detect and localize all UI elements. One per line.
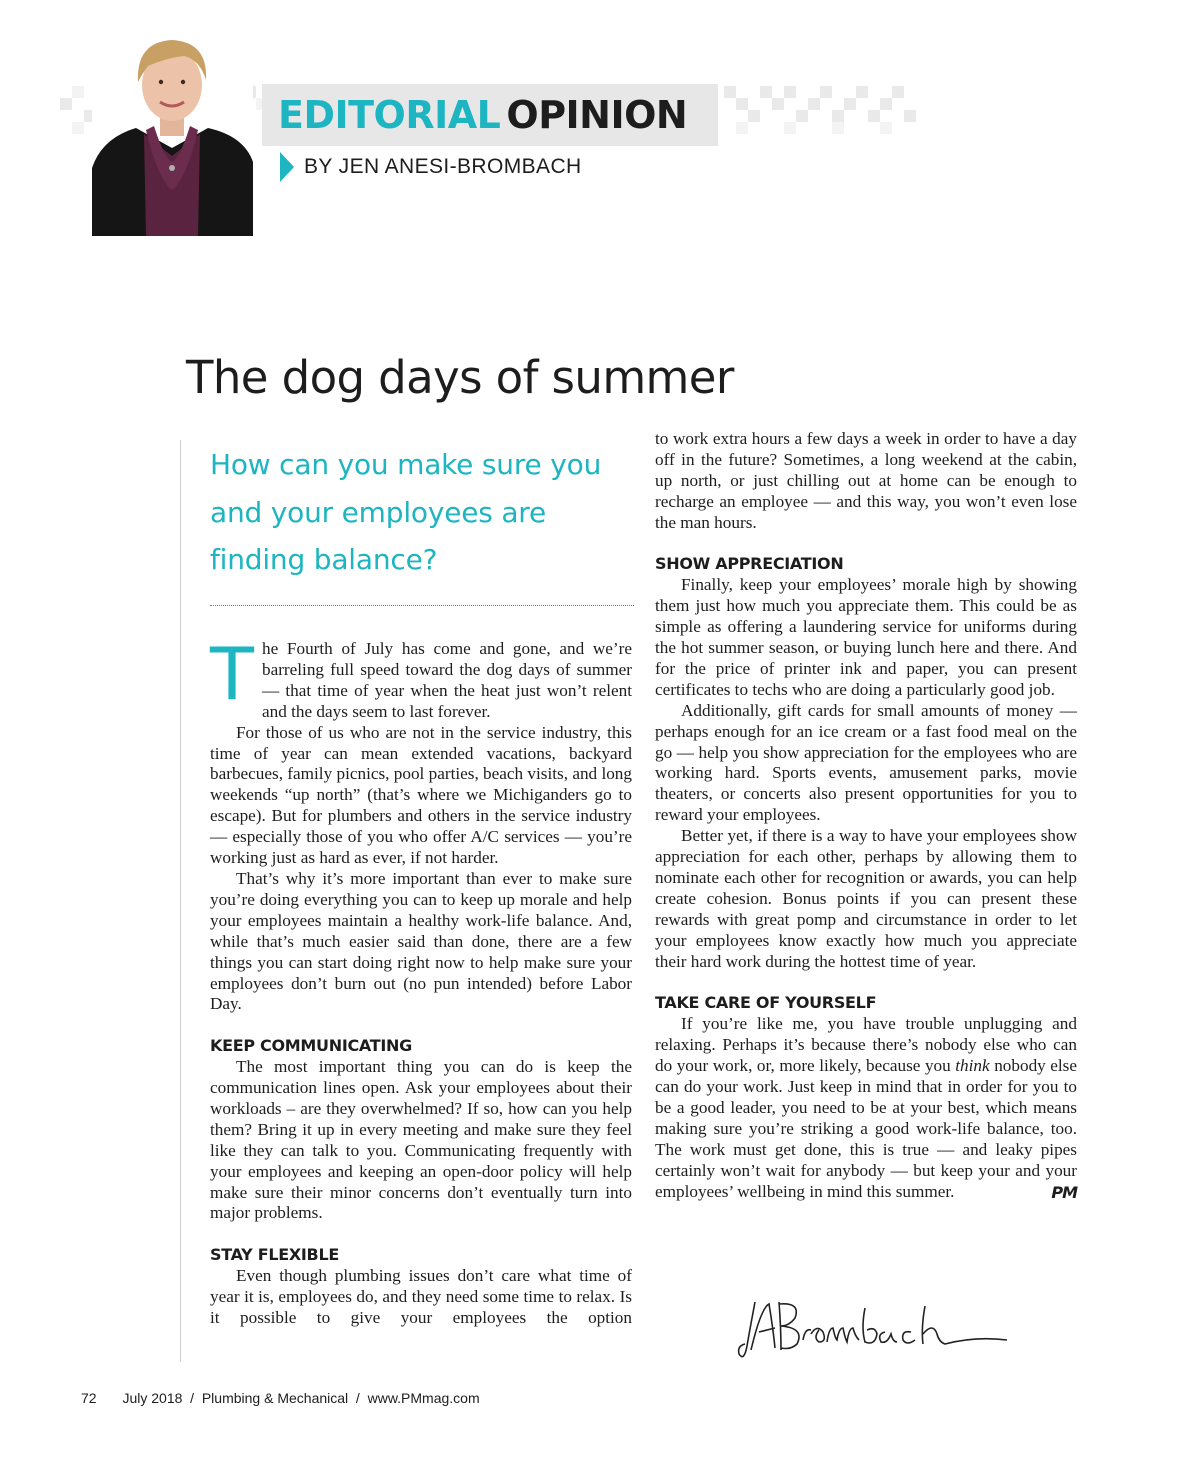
body-paragraph: Additionally, gift cards for small amounts of money — perhaps enough for an ice cream or a fast food meal on the go — help you show appreciation for the employees who are working hard. Sports events, amusement parks, movie theaters, or concerts also present opportunities for you to reward your employees.	[655, 700, 1077, 825]
byline-arrow-icon	[280, 152, 294, 182]
author-signature	[735, 1288, 1020, 1368]
subhead-keep-communicating: KEEP COMMUNICATING	[210, 1036, 412, 1056]
body-paragraph: Finally, keep your employees’ morale high by showing them just how much you appreciate them. This could be as simple as offering a laundering service for uniforms during the hot summer season, or buying lunch here and there. And for the price of printer ink and paper, you can present certificates to techs who are doing a particularly good job.	[655, 575, 1077, 699]
page-number: 72	[81, 1390, 97, 1406]
section-title-word-opinion: OPINION	[506, 93, 688, 137]
subhead-stay-flexible: STAY FLEXIBLE	[210, 1245, 339, 1265]
drop-cap: T	[210, 632, 254, 716]
article-headline: The dog days of summer	[186, 351, 734, 404]
footer	[81, 1390, 480, 1406]
final-text-b: nobody else can do your work. Just keep in mind that in order for you to be a good leader, you need to be at your best, which means making sure you’re striking a good work-life balance, too. The work must get done, this is true — and leaky pipes certainly won’t wait for anybody — but keep your and your employees’ wellbeing in mind this summer.	[655, 1056, 1077, 1201]
subhead-take-care-of-yourself: TAKE CARE OF YOURSELF	[655, 993, 877, 1013]
body-paragraph: The most important thing you can do is keep the communication lines open. Ask your employees about their workloads – are they overwhelmed? If so, how can you help them? Bring it up in every meeting and make sure they feel like they can talk to you. Communicating frequently with your employees and keeping an open-door policy will help make sure their minor concerns don’t eventually turn into major problems.	[210, 1057, 632, 1223]
body-paragraph-continued: to work extra hours a few days a week in order to have a day off in the future? Sometimes, a long weekend at the cabin, up north, or just chilling out at home can be enough to recharge an employee — and this way, you won’t even lose the man hours.	[655, 429, 1077, 532]
footer-publication: July 2018 / Plumbing & Mechanical / www.PMmag.com	[122, 1390, 480, 1406]
body-paragraph: Better yet, if there is a way to have your employees show appreciation for each other, perhaps by allowing them to nominate each other for recognition or awards, you can help create cohesion. Bonus points if you can present these rewards with great pomp and circumstance in order to let your employees know exactly how much you appreciate their hard work during the hottest time of year.	[655, 826, 1077, 971]
intro-paragraph	[210, 632, 632, 723]
section-title	[278, 89, 687, 141]
intro-text: he Fourth of July has come and gone, and we’re barreling full speed toward the dog days of summer — that time of year when the heat just won’t relent and the days seem to last forever.	[261, 639, 632, 721]
subhead-show-appreciation: SHOW APPRECIATION	[655, 554, 844, 574]
byline: BY JEN ANESI-BROMBACH	[304, 155, 582, 178]
body-paragraph: Even though plumbing issues don’t care what time of year it is, employees do, and they need some time to relax. Is it possible to give your employees the option	[210, 1266, 632, 1327]
final-text-emphasis: think	[955, 1056, 990, 1076]
author-photo	[92, 30, 253, 236]
body-paragraph: That’s why it’s more important than ever to make sure you’re doing everything you can to keep up morale and help your employees maintain a healthy work-life balance. And, while that’s much easier said than done, there are a few things you can start doing right now to help make sure your employees don’t burn out (no pun intended) before Labor Day.	[210, 868, 632, 1014]
left-column	[210, 632, 632, 1329]
dotted-divider	[210, 605, 634, 606]
end-mark-logo: PM	[1051, 1182, 1077, 1202]
body-paragraph-final	[655, 1014, 1077, 1202]
section-title-word-editorial: EDITORIAL	[278, 93, 501, 137]
final-text-a: If you’re like me, you have trouble unplugging and relaxing. Perhaps it’s because there’s nobody else who can do your work, or, more likely, because you	[655, 1014, 1077, 1076]
column-rule	[180, 440, 181, 1362]
article-deck: How can you make sure you and your employees are finding balance?	[210, 448, 602, 576]
right-column	[655, 429, 1077, 1204]
body-paragraph: For those of us who are not in the service industry, this time of year can mean extended vacations, backyard barbecues, family picnics, pool parties, beach visits, and long weekends “up north” (that’s where we Michiganders go to escape). But for plumbers and others in the service industry — especially those of you who offer A/C services — you’re working just as hard as ever, if not harder.	[210, 722, 632, 868]
